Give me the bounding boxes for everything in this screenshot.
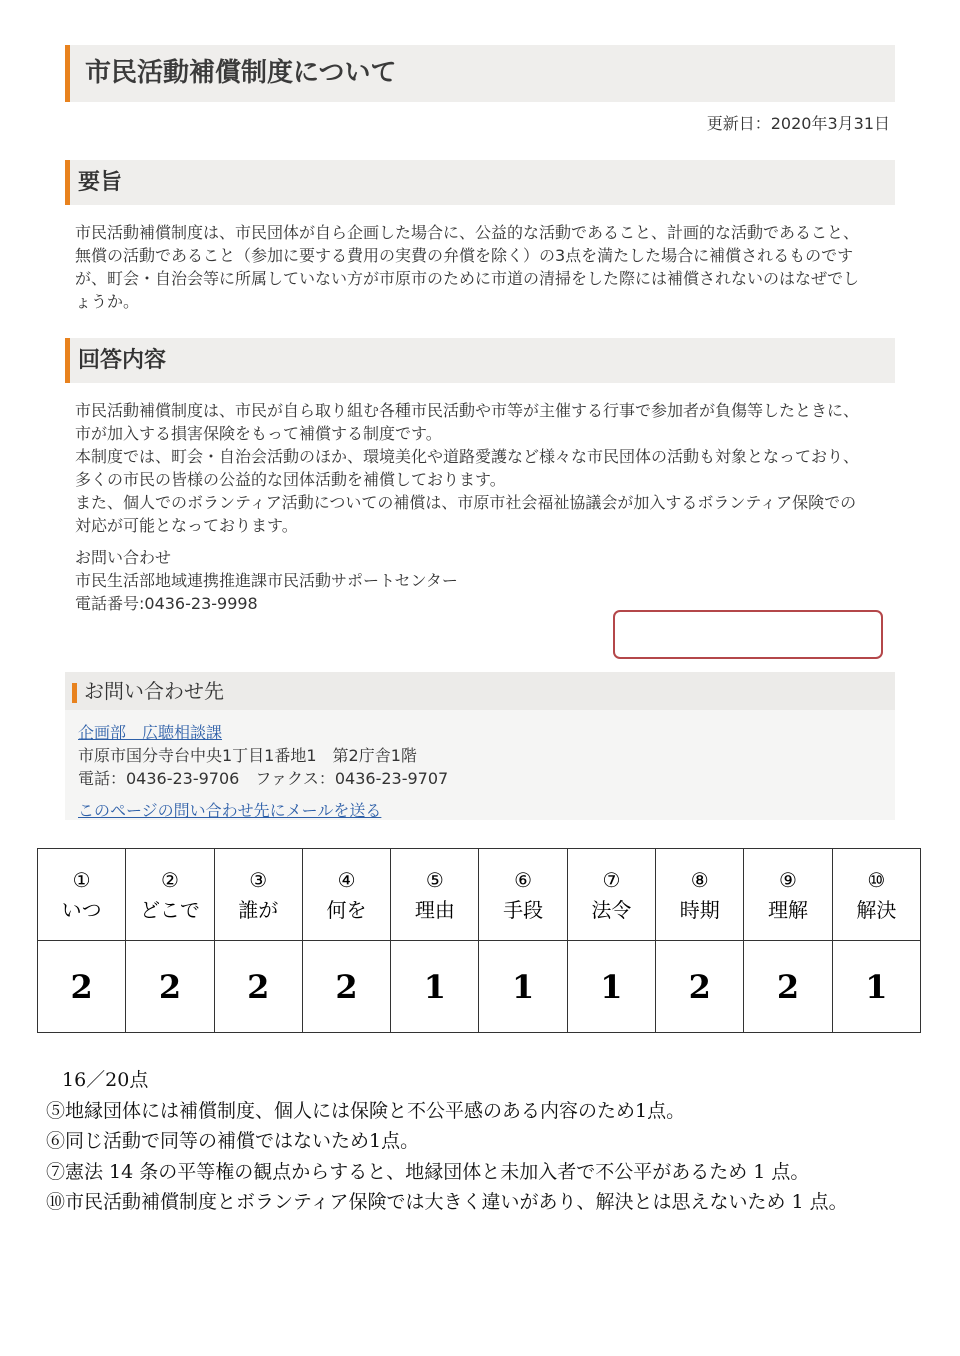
- answer-line: 多くの市民の皆様の公益的な団体活動を補償しております。: [75, 470, 506, 489]
- score-cell: 2: [656, 941, 744, 1033]
- criterion-label: 何を: [326, 897, 367, 922]
- criterion-number: ⑤: [425, 867, 444, 892]
- send-mail-link[interactable]: このページの問い合わせ先にメールを送る: [78, 801, 382, 820]
- score-cell: 1: [567, 941, 655, 1033]
- criterion-number: ④: [337, 867, 356, 892]
- score-table-value-row: [38, 941, 921, 1033]
- criterion-label: 誰が: [238, 897, 279, 922]
- evaluation-notes: [46, 1065, 848, 1218]
- contact-phone: 電話番号:0436-23-9998: [75, 594, 258, 613]
- criterion-number: ②: [160, 867, 179, 892]
- criterion-number: ①: [72, 867, 91, 892]
- criterion-header-7: [567, 849, 655, 941]
- criterion-header-10: [832, 849, 920, 941]
- summary-line: 無償の活動であること（参加に要する費用の実費の弁償を除く）の3点を満たした場合に補償されるものです: [75, 246, 854, 265]
- summary-line: が、町会・自治会等に所属していない方が市原市のために市道の清掃をした際には補償されないのはなぜでし: [75, 269, 860, 288]
- note-line: ⑤地縁団体には補償制度、個人には保険と不公平感のある内容のため1点。: [46, 1099, 686, 1122]
- note-line: ⑥同じ活動で同等の補償ではないため1点。: [46, 1130, 420, 1152]
- criterion-number: ③: [249, 867, 268, 892]
- score-table-header-row: [38, 849, 921, 941]
- inquiry-heading-accent-bar: [72, 683, 77, 703]
- total-score: 16／20点: [62, 1069, 149, 1091]
- answer-line: また、個人でのボランティア活動についての補償は、市原市社会福祉協議会が加入するボランティア保険での: [75, 493, 857, 512]
- criterion-header-4: [302, 849, 390, 941]
- criterion-label: いつ: [61, 897, 102, 922]
- summary-text: [75, 221, 859, 313]
- criterion-label: 解決: [856, 897, 897, 922]
- score-cell: 1: [479, 941, 567, 1033]
- inquiry-address: 市原市国分寺台中央1丁目1番地1 第2庁舎1階: [78, 746, 417, 765]
- criterion-label: 理由: [414, 897, 455, 922]
- answer-contact: [75, 546, 458, 615]
- contact-label: お問い合わせ: [75, 548, 172, 567]
- summary-heading: 要旨: [65, 160, 895, 205]
- summary-line: 市民活動補償制度は、市民団体が自ら企画した場合に、公益的な活動であること、計画的な活動であること、: [75, 223, 860, 242]
- criterion-number: ⑧: [690, 867, 709, 892]
- answer-text: [75, 399, 859, 537]
- criterion-label: どこで: [139, 897, 200, 922]
- score-cell: 2: [214, 941, 302, 1033]
- criterion-label: 手段: [503, 897, 544, 922]
- score-cell: 2: [38, 941, 126, 1033]
- answer-line: 対応が可能となっております。: [75, 516, 298, 535]
- criterion-number: ⑩: [867, 867, 886, 892]
- criterion-header-8: [656, 849, 744, 941]
- criterion-header-9: [744, 849, 832, 941]
- score-cell: 1: [832, 941, 920, 1033]
- criterion-header-2: [126, 849, 214, 941]
- inquiry-phone-fax: 電話：0436-23-9706 ファクス：0436-23-9707: [78, 769, 449, 788]
- criterion-header-1: [38, 849, 126, 941]
- criterion-number: ⑦: [602, 867, 621, 892]
- criterion-header-5: [391, 849, 479, 941]
- criterion-number: ⑨: [779, 867, 797, 892]
- criterion-number: ⑥: [514, 867, 533, 892]
- note-line: ⑩市民活動補償制度とボランティア保険では大きく違いがあり、解決とは思えないため 1 点。: [46, 1191, 848, 1213]
- updated-date: 更新日：2020年3月31日: [706, 114, 890, 133]
- empty-outlined-button[interactable]: [613, 610, 883, 659]
- answer-heading: 回答内容: [65, 338, 895, 383]
- inquiry-body: [78, 721, 448, 822]
- score-cell: 2: [302, 941, 390, 1033]
- answer-line: 市民活動補償制度は、市民が自ら取り組む各種市民活動や市等が主催する行事で参加者が負傷等したときに、: [75, 401, 860, 420]
- criterion-label: 時期: [679, 897, 720, 922]
- score-cell: 1: [391, 941, 479, 1033]
- department-link[interactable]: 企画部 広聴相談課: [78, 723, 223, 742]
- score-cell: 2: [126, 941, 214, 1033]
- inquiry-heading: お問い合わせ先: [65, 672, 895, 710]
- criterion-header-6: [479, 849, 567, 941]
- summary-line: ょうか。: [75, 292, 140, 311]
- criterion-label: 理解: [768, 897, 809, 922]
- answer-line: 本制度では、町会・自治会活動のほか、環境美化や道路愛護など様々な市民団体の活動も対象となっており、: [75, 447, 860, 466]
- note-line: ⑦憲法 14 条の平等権の観点からすると、地縁団体と未加入者で不公平があるため 1 点。: [46, 1160, 810, 1183]
- score-table: [37, 848, 921, 1033]
- criterion-header-3: [214, 849, 302, 941]
- score-cell: 2: [744, 941, 832, 1033]
- criterion-label: 法令: [591, 897, 632, 922]
- contact-department: 市民生活部地域連携推進課市民活動サポートセンター: [75, 571, 458, 590]
- inquiry-panel: [65, 672, 895, 820]
- answer-line: 市が加入する損害保険をもって補償する制度です。: [75, 424, 442, 443]
- page-title: 市民活動補償制度について: [65, 45, 895, 102]
